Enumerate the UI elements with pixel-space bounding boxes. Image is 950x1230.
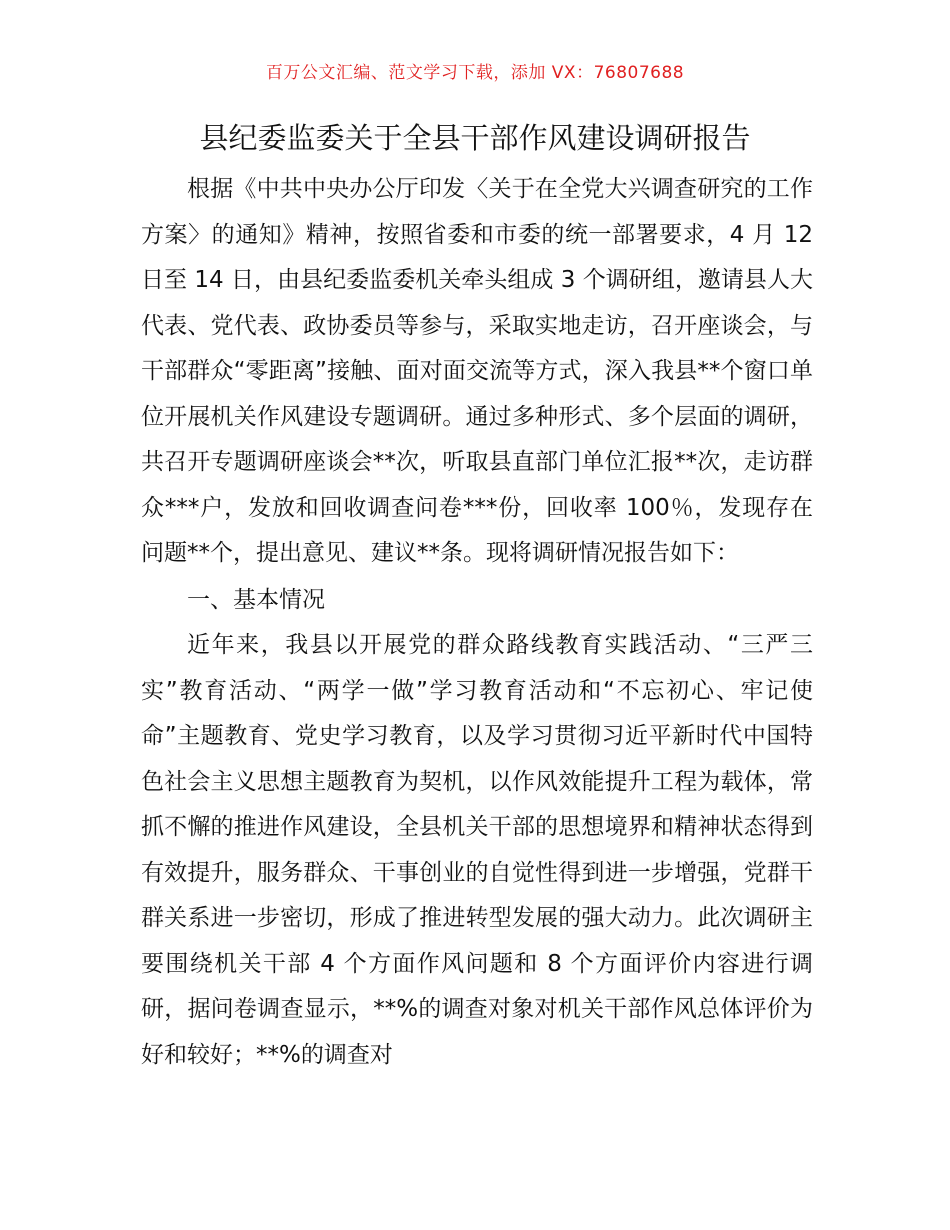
document-title: 县纪委监委关于全县干部作风建设调研报告 — [199, 121, 751, 155]
document-body — [141, 167, 813, 1078]
section-paragraph-basic-situation: 近年来，我县以开展党的群众路线教育实践活动、“三严三实”教育活动、“两学一做”学习教育活动和“不忘初心、牢记使命”主题教育、党史学习教育，以及学习贯彻习近平新时代中国特色社会主义思想主题教育为契机，以作风效能提升工程为载体，常抓不懈的推进作风建设，全县机关干部的思想境界和精神状态得到有效提升，服务群众、干事创业的自觉性得到进一步增强，党群干群关系进一步密切，形成了推进转型发展的强大动力。此次调研主要围绕机关干部 4 个方面作风问题和 8 个方面评价内容进行调研，据问卷调查显示，**%的调查对象对机关干部作风总体评价为好和较好；**%的调查对 — [141, 632, 813, 1068]
header-banner: 百万公文汇编、范文学习下载，添加 VX：76807688 — [265, 63, 685, 83]
intro-paragraph: 根据《中共中央办公厅印发〈关于在全党大兴调查研究的工作方案〉的通知》精神，按照省委和市委的统一部署要求，4 月 12 日至 14 日，由县纪委监委机关牵头组成 3 个调研组，邀请县人大代表、党代表、政协委员等参与，采取实地走访，召开座谈会，与干部群众“零距离”接触、面对面交流等方式，深入我县**个窗口单位开展机关作风建设专题调研。通过多种形式、多个层面的调研，共召开专题调研座谈会**次，听取县直部门单位汇报**次，走访群众***户，发放和回收调查问卷***份，回收率 100％，发现存在问题**个，提出意见、建议**条。现将调研情况报告如下： — [141, 176, 813, 566]
section-heading-basic-situation: 一、基本情况 — [187, 586, 325, 613]
